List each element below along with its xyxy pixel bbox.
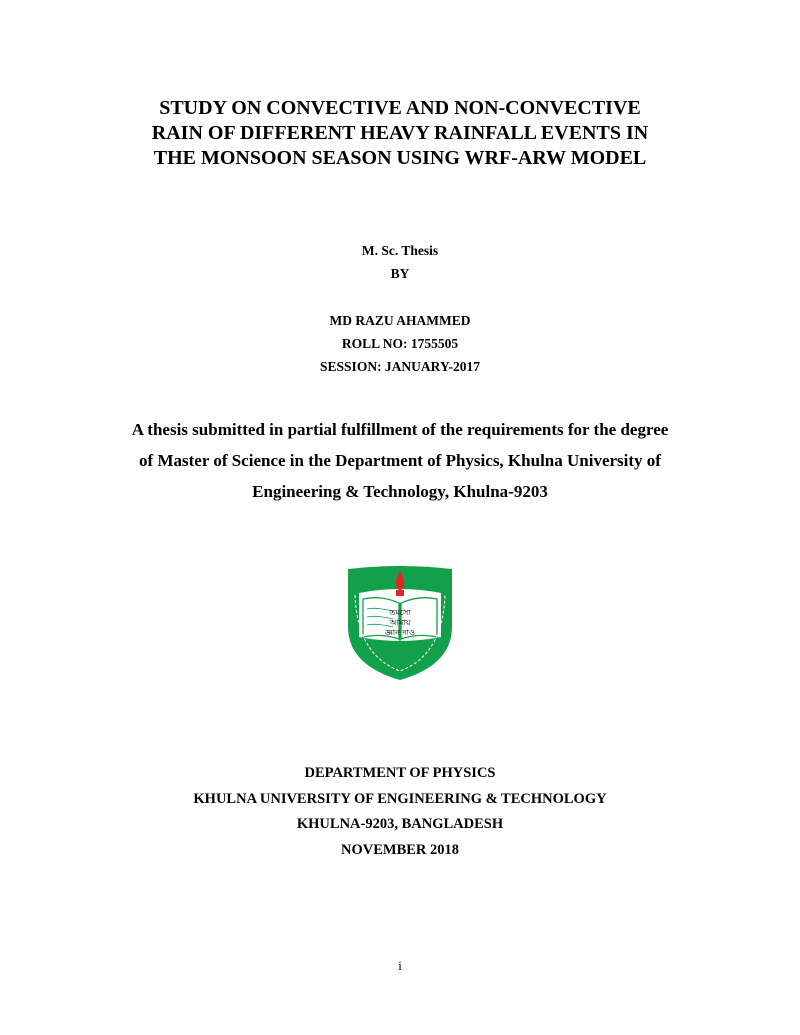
title-line-2: RAIN OF DIFFERENT HEAVY RAINFALL EVENTS IN — [151, 122, 649, 144]
roll-number: ROLL NO: 1755505 — [341, 336, 459, 351]
crest-book-line-2: আমায় — [389, 618, 411, 627]
submission-date: NOVEMBER 2018 — [340, 841, 460, 858]
by-label: BY — [390, 266, 410, 281]
statement-line-2: of Master of Science in the Department of Physics, Khulna University of — [139, 451, 661, 470]
session: SESSION: JANUARY-2017 — [320, 359, 480, 374]
submission-statement — [0, 414, 800, 507]
university-address: KHULNA-9203, BANGLADESH — [296, 816, 504, 832]
statement-line-1: A thesis submitted in partial fulfillment of the requirements for the degree — [131, 420, 669, 439]
university-name: KHULNA UNIVERSITY OF ENGINEERING & TECHNOLOGY — [193, 790, 607, 807]
university-crest-icon — [345, 565, 455, 681]
title-line-1: STUDY ON CONVECTIVE AND NON-CONVECTIVE — [159, 97, 641, 119]
degree-label: M. Sc. Thesis — [361, 243, 439, 258]
crest-book-line-3: জ্ঞান দাও — [385, 628, 415, 637]
author-name: MD RAZU AHAMMED — [329, 313, 471, 328]
page-number: i — [398, 958, 402, 973]
crest-book-line-1: তমসো — [389, 608, 411, 617]
thesis-title — [0, 96, 800, 171]
statement-line-3: Engineering & Technology, Khulna-9203 — [252, 482, 548, 501]
institution-block — [0, 761, 800, 863]
title-line-3: THE MONSOON SEASON USING WRF-ARW MODEL — [153, 147, 647, 169]
department-name: DEPARTMENT OF PHYSICS — [304, 765, 496, 781]
